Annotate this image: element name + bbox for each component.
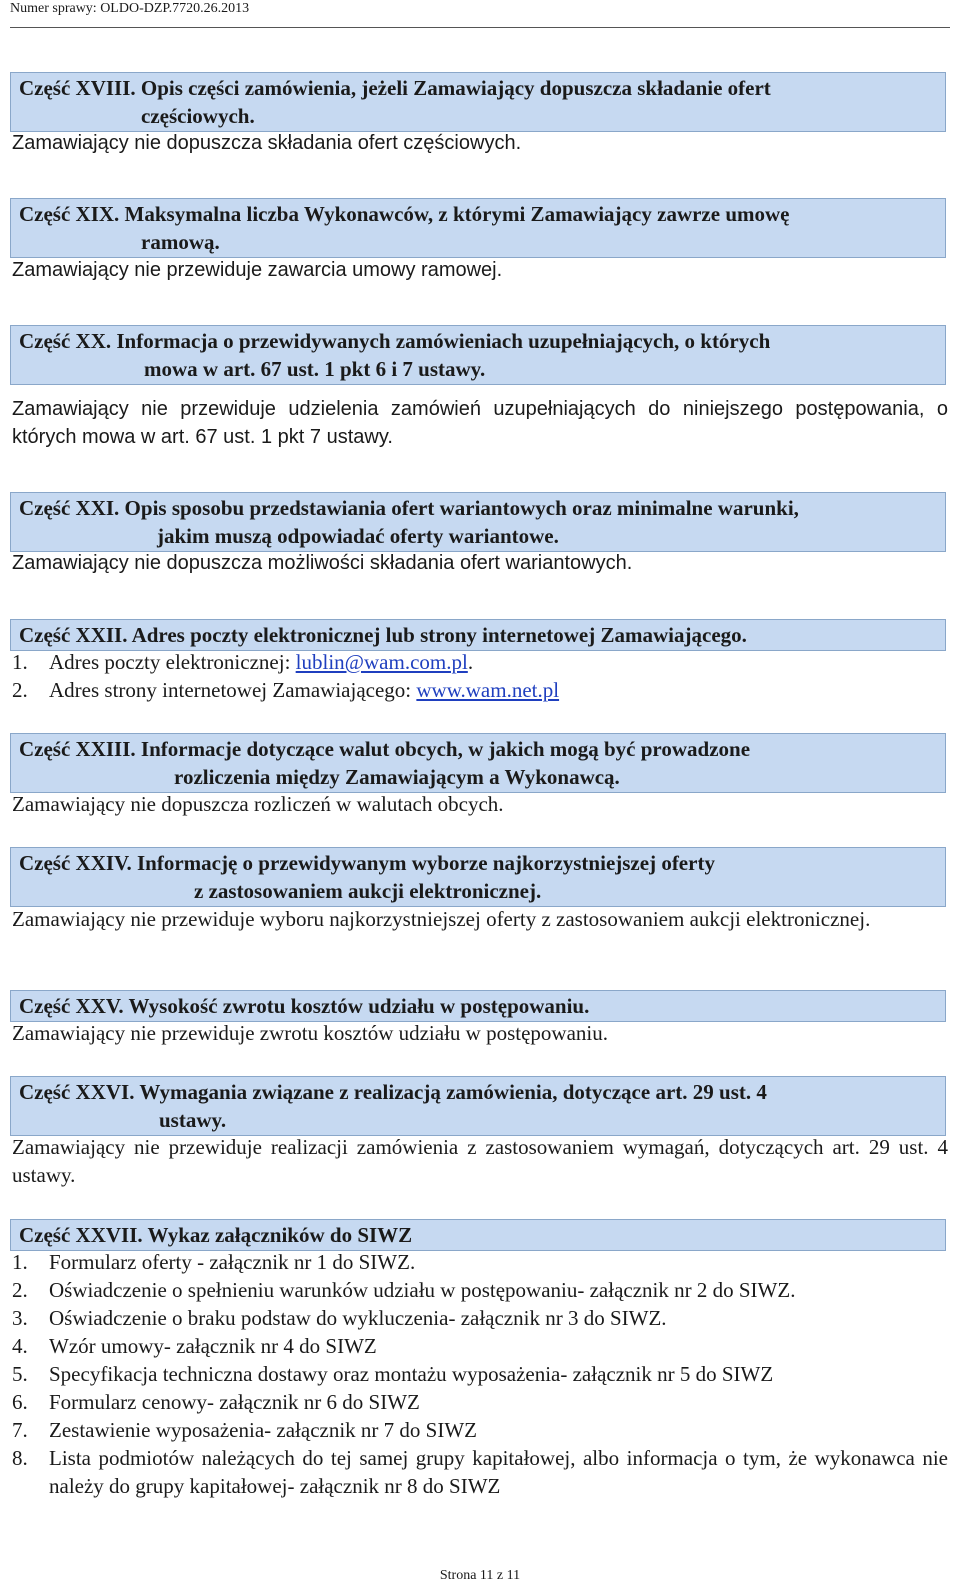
list-number: 3. [12, 1306, 28, 1330]
section-heading-xxi [10, 492, 946, 552]
list-item [12, 1248, 948, 1276]
section-body-xxiii: Zamawiający nie dopuszcza rozliczeń w walutach obcych. [12, 792, 504, 816]
section-title-continuation: mowa w art. 67 ust. 1 pkt 6 i 7 ustawy. [144, 357, 486, 381]
list-item [12, 1332, 948, 1360]
list-number: 1. [12, 1250, 28, 1274]
section-body-xix: Zamawiający nie przewiduje zawarcia umowy ramowej. [12, 259, 503, 281]
section-title-continuation: jakim muszą odpowiadać oferty wariantowe. [157, 524, 559, 548]
section-heading-xxiv [10, 847, 946, 907]
section-heading-xxvii [10, 1219, 946, 1251]
list-number: 4. [12, 1334, 28, 1358]
list-item [12, 1276, 948, 1304]
case-number: Numer sprawy: OLDO-DZP.7720.26.2013 [10, 1, 250, 16]
section-title: Część XXVI. Wymagania związane z realizacją zamówienia, dotyczące art. 29 ust. 4 [19, 1080, 767, 1104]
section-title-continuation: ramową. [141, 230, 220, 254]
email-label: Adres poczty elektronicznej: [49, 650, 296, 674]
list-item [12, 1360, 948, 1388]
attachments-list [12, 1248, 948, 1500]
contact-list [12, 648, 948, 704]
list-item [12, 676, 948, 704]
list-number: 8. [12, 1446, 28, 1470]
page-number: Strona 11 z 11 [439, 1568, 521, 1583]
section-title: Część XXIII. Informacje dotyczące walut obcych, w jakich mogą być prowadzone [19, 737, 751, 761]
section-body-xx: Zamawiający nie przewiduje udzielenia zamówień uzupełniających do niniejszego postępowania, o których mowa w art. 67 ust. 1 pkt 7 ustawy. [12, 398, 948, 448]
list-item [12, 1444, 948, 1500]
punctuation: . [467, 650, 474, 674]
section-title-continuation: częściowych. [141, 104, 255, 128]
section-heading-xxvi [10, 1076, 946, 1136]
section-heading-xxv [10, 990, 946, 1022]
section-title: Część XXII. Adres poczty elektronicznej lub strony internetowej Zamawiającego. [19, 623, 747, 647]
list-number: 2. [12, 678, 28, 702]
list-number: 6. [12, 1390, 28, 1414]
section-title: Część XX. Informacja o przewidywanych zamówieniach uzupełniających, o których [19, 329, 771, 353]
website-label: Adres strony internetowej Zamawiającego: [49, 678, 417, 702]
section-title: Część XXI. Opis sposobu przedstawiania ofert wariantowych oraz minimalne warunki, [19, 496, 799, 520]
list-number: 5. [12, 1362, 28, 1386]
section-body-xxv: Zamawiający nie przewiduje zwrotu kosztów udziału w postępowaniu. [12, 1021, 608, 1045]
list-item-text: Wzór umowy- załącznik nr 4 do SIWZ [49, 1334, 377, 1358]
list-item-text: Oświadczenie o spełnieniu warunków udziału w postępowaniu- załącznik nr 2 do SIWZ. [49, 1278, 796, 1302]
section-title: Część XXIV. Informację o przewidywanym wyborze najkorzystniejszej oferty [19, 851, 715, 875]
list-item-text: Oświadczenie o braku podstaw do wykluczenia- załącznik nr 3 do SIWZ. [49, 1306, 667, 1330]
list-item-text: Formularz oferty - załącznik nr 1 do SIWZ. [49, 1250, 416, 1274]
document-header [10, 0, 950, 28]
list-number: 2. [12, 1278, 28, 1302]
list-item [12, 1388, 948, 1416]
section-body-xxiv: Zamawiający nie przewiduje wyboru najkorzystniejszej oferty z zastosowaniem aukcji elektronicznej. [12, 907, 871, 931]
list-number: 7. [12, 1418, 28, 1442]
page-footer [0, 1568, 960, 1584]
section-title: Część XIX. Maksymalna liczba Wykonawców, z którymi Zamawiający zawrze umowę [19, 202, 790, 226]
section-heading-xix [10, 198, 946, 258]
list-number: 1. [12, 650, 28, 674]
section-body-xviii: Zamawiający nie dopuszcza składania ofert częściowych. [12, 132, 522, 154]
list-item [12, 1304, 948, 1332]
list-item [12, 648, 948, 676]
website-link[interactable]: www.wam.net.pl [416, 678, 560, 702]
list-item-text: Zestawienie wyposażenia- załącznik nr 7 do SIWZ [49, 1418, 477, 1442]
email-link[interactable]: lublin@wam.com.pl [295, 650, 468, 674]
section-title-continuation: ustawy. [159, 1108, 227, 1132]
section-title-continuation: z zastosowaniem aukcji elektronicznej. [194, 879, 542, 903]
section-body-xxvi: Zamawiający nie przewiduje realizacji zamówienia z zastosowaniem wymagań, dotyczących art. 29 ust. 4 ustawy. [12, 1135, 948, 1187]
section-title: Część XXV. Wysokość zwrotu kosztów udziału w postępowaniu. [19, 994, 590, 1018]
section-title-continuation: rozliczenia między Zamawiającym a Wykonawcą. [174, 765, 620, 789]
section-heading-xviii [10, 72, 946, 132]
section-heading-xxii [10, 619, 946, 651]
list-item-text: Specyfikacja techniczna dostawy oraz montażu wyposażenia- załącznik nr 5 do SIWZ [49, 1362, 774, 1386]
section-heading-xxiii [10, 733, 946, 793]
list-item [12, 1416, 948, 1444]
section-title: Część XXVII. Wykaz załączników do SIWZ [19, 1223, 413, 1247]
list-item-text: Formularz cenowy- załącznik nr 6 do SIWZ [49, 1390, 420, 1414]
section-body-xxi: Zamawiający nie dopuszcza możliwości składania ofert wariantowych. [12, 552, 633, 574]
section-title: Część XVIII. Opis części zamówienia, jeżeli Zamawiający dopuszcza składanie ofert [19, 76, 771, 100]
section-heading-xx [10, 325, 946, 385]
list-item-text: Lista podmiotów należących do tej samej grupy kapitałowej, albo informacja o tym, że wykonawca nie należy do grupy kapitałowej- załącznik nr 8 do SIWZ [49, 1446, 948, 1498]
